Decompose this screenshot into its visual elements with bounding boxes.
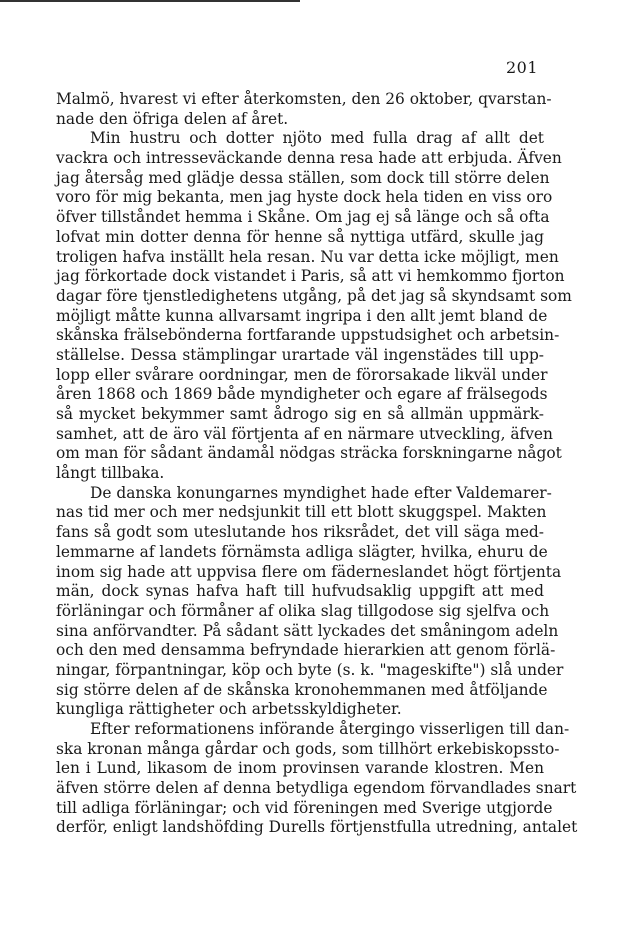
text-line: De danska konungarnes myndighet hade efter Valdemarer- xyxy=(90,483,552,502)
text-line: Efter reformationens införande återgingo visserligen till dan- xyxy=(90,720,570,738)
top-rule xyxy=(0,0,300,2)
text-line: nade den öfriga delen af året. xyxy=(56,109,289,128)
text-line: möjligt måtte kunna allvarsamt ingripa i den allt jemt bland de xyxy=(56,306,548,325)
text-line: långt tillbaka. xyxy=(56,464,165,483)
text-line: åren 1868 och 1869 både myndigheter och egare af frälsegods xyxy=(56,385,548,404)
text-line: troligen hafva inställt hela resan. Nu var detta icke möjligt, men xyxy=(56,247,559,266)
text-line: ningar, förpantningar, köp och byte (s. k. "mageskifte") slå under xyxy=(56,660,564,679)
text-line: och den med densamma befryndade hierarkien att genom förlä- xyxy=(56,641,556,660)
text-line: Malmö, hvarest vi efter återkomsten, den 26 oktober, qvarstan- xyxy=(56,90,552,108)
text-line: voro för mig bekanta, men jag hyste dock hela tiden en viss oro xyxy=(56,188,553,207)
text-line: derför, enligt landshöfding Durells förtjenstfulla utredning, antalet xyxy=(56,818,578,837)
text-line: kungliga rättigheter och arbetsskyldigheter. xyxy=(56,700,402,719)
text-line: öfver tillståndet hemma i Skåne. Om jag ej så länge och så ofta xyxy=(56,208,550,227)
text-line: ställelse. Dessa stämplingar urartade väl ingenstädes till upp- xyxy=(56,345,544,364)
page-number: 201 xyxy=(506,58,539,77)
text-line: len i Lund, likasom de inom provinsen varande klostren. Men xyxy=(56,759,544,778)
text-line: förläningar och förmåner af olika slag tillgodose sig sjelfva och xyxy=(56,601,550,620)
text-line: sig större delen af de skånska kronohemmanen med åtföljande xyxy=(56,680,548,699)
text-line: om man för sådant ändamål nödgas sträcka forskningarne något xyxy=(56,444,562,463)
text-line: dagar före tjenstledighetens utgång, på det jag så skyndsamt som xyxy=(56,286,572,305)
text-line: fans så godt som uteslutande hos riksrådet, det vill säga med- xyxy=(56,523,544,542)
text-line: jag förkortade dock vistandet i Paris, så att vi hemkommo fjorton xyxy=(56,267,565,286)
text-line: lemmarne af landets förnämsta adliga slägter, hvilka, ehuru de xyxy=(56,542,548,561)
text-line: lopp eller svårare oordningar, men de förorsakade likväl under xyxy=(56,365,548,384)
text-line: Min hustru och dotter njöto med fulla drag af allt det xyxy=(90,129,544,148)
text-line: skånska frälsebönderna fortfarande uppstudsighet och arbetsin- xyxy=(56,326,560,345)
text-line: så mycket bekymmer samt ådrogo sig en så allmän uppmärk- xyxy=(56,405,544,423)
text-line: lofvat min dotter denna för henne så nyttiga utfärd, skulle jag xyxy=(56,227,544,246)
text-line: sina anförvandter. På sådant sätt lyckades det småningom adeln xyxy=(56,621,559,640)
text-line: till adliga förläningar; och vid föreningen med Sverige utgjorde xyxy=(56,798,553,817)
text-line: män, dock synas hafva haft till hufvudsaklig uppgift att med xyxy=(56,582,544,601)
text-line: vackra och intresseväckande denna resa hade att erbjuda. Äfven xyxy=(56,149,562,168)
text-line: ska kronan många gårdar och gods, som tillhört erkebiskopssto- xyxy=(56,739,560,758)
text-line: äfven större delen af denna betydliga egendom förvandlades snart xyxy=(56,779,577,798)
text-line: samhet, att de äro väl förtjenta af en närmare utveckling, äfven xyxy=(56,424,553,443)
text-line: nas tid mer och mer nedsjunkit till ett blott skuggspel. Makten xyxy=(56,503,547,522)
text-line: inom sig hade att uppvisa flere om fäderneslandet högt förtjenta xyxy=(56,562,562,581)
text-line: jag återsåg med glädje dessa ställen, som dock till större delen xyxy=(56,168,550,187)
body-text xyxy=(56,90,578,838)
